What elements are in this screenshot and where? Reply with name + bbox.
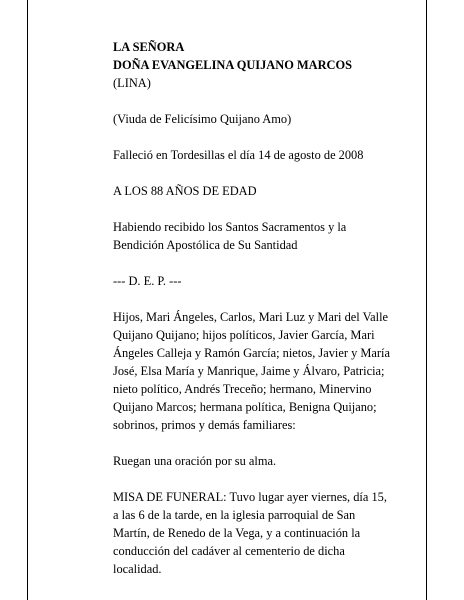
sacraments-paragraph: Habiendo recibido los Santos Sacramentos y la Bendición Apostólica de Su Santidad — [113, 220, 347, 252]
age-line: A LOS 88 AÑOS DE EDAD — [113, 184, 257, 198]
header-block — [113, 38, 423, 92]
prayer-line: Ruegan una oración por su alma. — [113, 454, 277, 468]
nickname: (LINA) — [113, 76, 151, 90]
widow-line: (Viuda de Felicísimo Quijano Amo) — [113, 112, 292, 126]
header-title: LA SEÑORA — [113, 40, 185, 54]
obituary-text — [113, 38, 423, 596]
funeral-paragraph: MISA DE FUNERAL: Tuvo lugar ayer viernes, día 15, a las 6 de la tarde, en la iglesia parroquial de San Martín, de Renedo de la Vega, y a continuación la conducción del cadáver al cementerio de dicha localidad. — [113, 490, 387, 576]
family-paragraph: Hijos, Mari Ángeles, Carlos, Mari Luz y Mari del Valle Quijano Quijano; hijos políticos, Javier García, Mari Ángeles Calleja y Ramón García; nietos, Javier y María José, Elsa María y Manrique, Jaime y Álvaro, Patricia; nieto político, Andrés Treceño; hermano, Minervino Quijano Marcos; hermana política, Benigna Quijano; sobrinos, primos y demás familiares: — [113, 310, 390, 432]
deceased-name: DOÑA EVANGELINA QUIJANO MARCOS — [113, 58, 353, 72]
dep-line: --- D. E. P. --- — [113, 274, 182, 288]
death-line: Falleció en Tordesillas el día 14 de agosto de 2008 — [113, 148, 364, 162]
